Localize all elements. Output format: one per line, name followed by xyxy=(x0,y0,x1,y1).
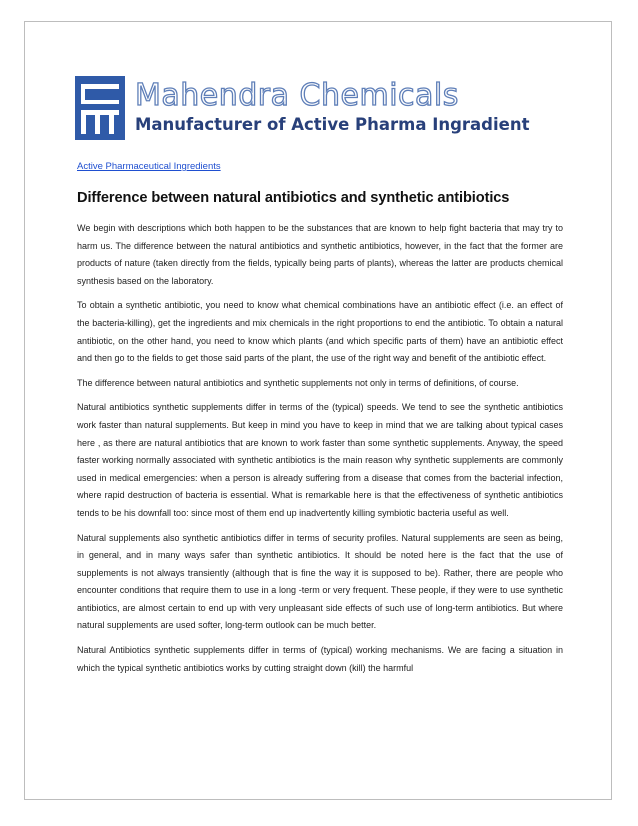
article-paragraph: Natural antibiotics synthetic supplements differ in terms of the (typical) speeds. We tend to see the synthetic antibiotics work faster than natural supplements. But keep in mind you have to keep in mind that we are talking about typical cases here , as there are natural antibiotics that are known to work faster than some synthetic supplements. Anyway, the speed faster working normally associated with synthetic antibiotics is the main reason why synthetic supplements are commonly used in medical emergencies: when a person is already suffering from a disease that comes from the bacterial infection, where rapid destruction of bacteria is essential. What is remarkable here is that the effectiveness of synthetic antibiotics tends to be his downfall too: since most of them end up inadvertently killing symbiotic bacteria useful as well. xyxy=(77,402,563,518)
article-paragraph: We begin with descriptions which both happen to be the substances that are known to help fight bacteria that may try to harm us. The difference between the natural antibiotics and synthetic antibiotics, however, in the fact that the former are products of nature (taken directly from the fields, typically being parts of plants), whereas the latter are products chemical synthesis based on the laboratory. xyxy=(77,223,563,286)
article-title: Difference between natural antibiotics and synthetic antibiotics xyxy=(77,190,510,206)
article-paragraph: Natural supplements also synthetic antibiotics differ in terms of security profiles. Natural supplements are seen as being, in general, and in many ways safer than synthetic antibiotics. It should be noted here is the fact that the use of supplements is not always transiently (although that is fine the way it is supposed to be). Rather, there are people who encounter conditions that require them to use in a long -term or very frequent. These people, if they were to use synthetic antibiotics, are almost certain to end up with very unpleasant side effects of such use of long-term antibiotics. But where natural supplements are used softer, long-term outlook can be much better. xyxy=(77,532,563,631)
article-paragraph: The difference between natural antibiotics and synthetic supplements not only in terms of definitions, of course. xyxy=(77,377,519,388)
article-content xyxy=(77,156,563,684)
mahendra-logo-icon xyxy=(75,76,125,140)
logo-tagline: Manufacturer of Active Pharma Ingradient xyxy=(135,115,530,134)
document-page xyxy=(24,21,612,800)
article-paragraph: To obtain a synthetic antibiotic, you need to know what chemical combinations have an antibiotic effect (i.e. an effect of the bacteria-killing), get the ingredients and mix chemicals in the right proportions to end the antibiotic. To obtain a natural antibiotic, on the other hand, you need to know which plants (and which specific parts of them) have an antibiotic effect and then go to the fields to get those said parts of the plant, the use of the right way and benefit of the antibiotic effect. xyxy=(77,300,563,364)
company-logo xyxy=(75,76,529,140)
logo-company-name: Mahendra Chemicals xyxy=(135,78,459,113)
article-paragraph: Natural Antibiotics synthetic supplements differ in terms of (typical) working mechanisms. We are facing a situation in which the typical synthetic antibiotics works by cutting straight down (kill) the harmful xyxy=(77,645,563,673)
category-link[interactable]: Active Pharmaceutical Ingredients xyxy=(77,161,221,172)
